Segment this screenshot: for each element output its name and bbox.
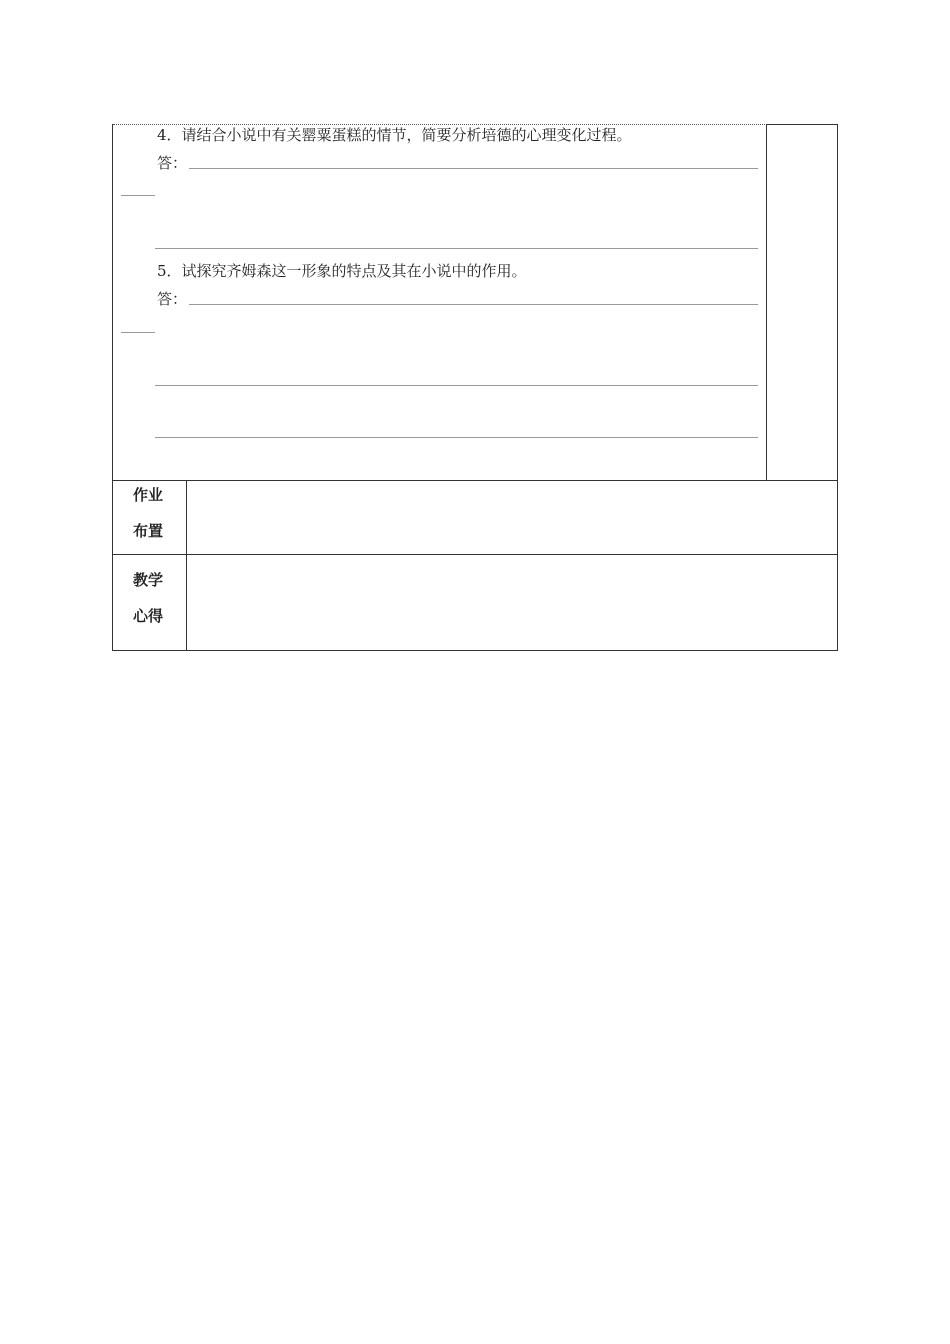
reflection-label-line1: 教学 <box>133 571 164 589</box>
answer-4-line-1[interactable] <box>189 168 758 169</box>
question-5-text: 5．试探究齐姆森这一形象的特点及其在小说中的作用。 <box>157 262 527 280</box>
question-cell-left-border <box>112 124 113 650</box>
reflection-content-cell[interactable] <box>188 556 836 649</box>
row-reflection-top-border <box>112 554 838 555</box>
question-4-text: 4．请结合小说中有关罂粟蛋糕的情节，简要分析培德的心理变化过程。 <box>157 126 632 144</box>
reflection-label-line2: 心得 <box>133 607 164 625</box>
row-homework-top-border <box>112 480 838 481</box>
answer-5-line-2[interactable] <box>155 385 758 386</box>
answer-5-line-3[interactable] <box>155 437 758 438</box>
side-column-top <box>766 124 837 125</box>
homework-label-line2: 布置 <box>133 522 164 540</box>
homework-label-line1: 作业 <box>133 486 164 504</box>
question-4-answer-label: 答： <box>157 154 188 172</box>
homework-content-cell[interactable] <box>188 482 836 553</box>
answer-5-line-stub <box>121 332 155 333</box>
label-column-divider <box>186 480 187 650</box>
table-bottom-border <box>112 650 838 651</box>
question-5-answer-label: 答： <box>157 290 188 308</box>
answer-4-line-2[interactable] <box>155 248 758 249</box>
answer-4-line-stub <box>121 195 155 196</box>
answer-5-line-1[interactable] <box>189 304 758 305</box>
side-column-divider <box>766 124 767 480</box>
table-right-border <box>837 124 838 650</box>
